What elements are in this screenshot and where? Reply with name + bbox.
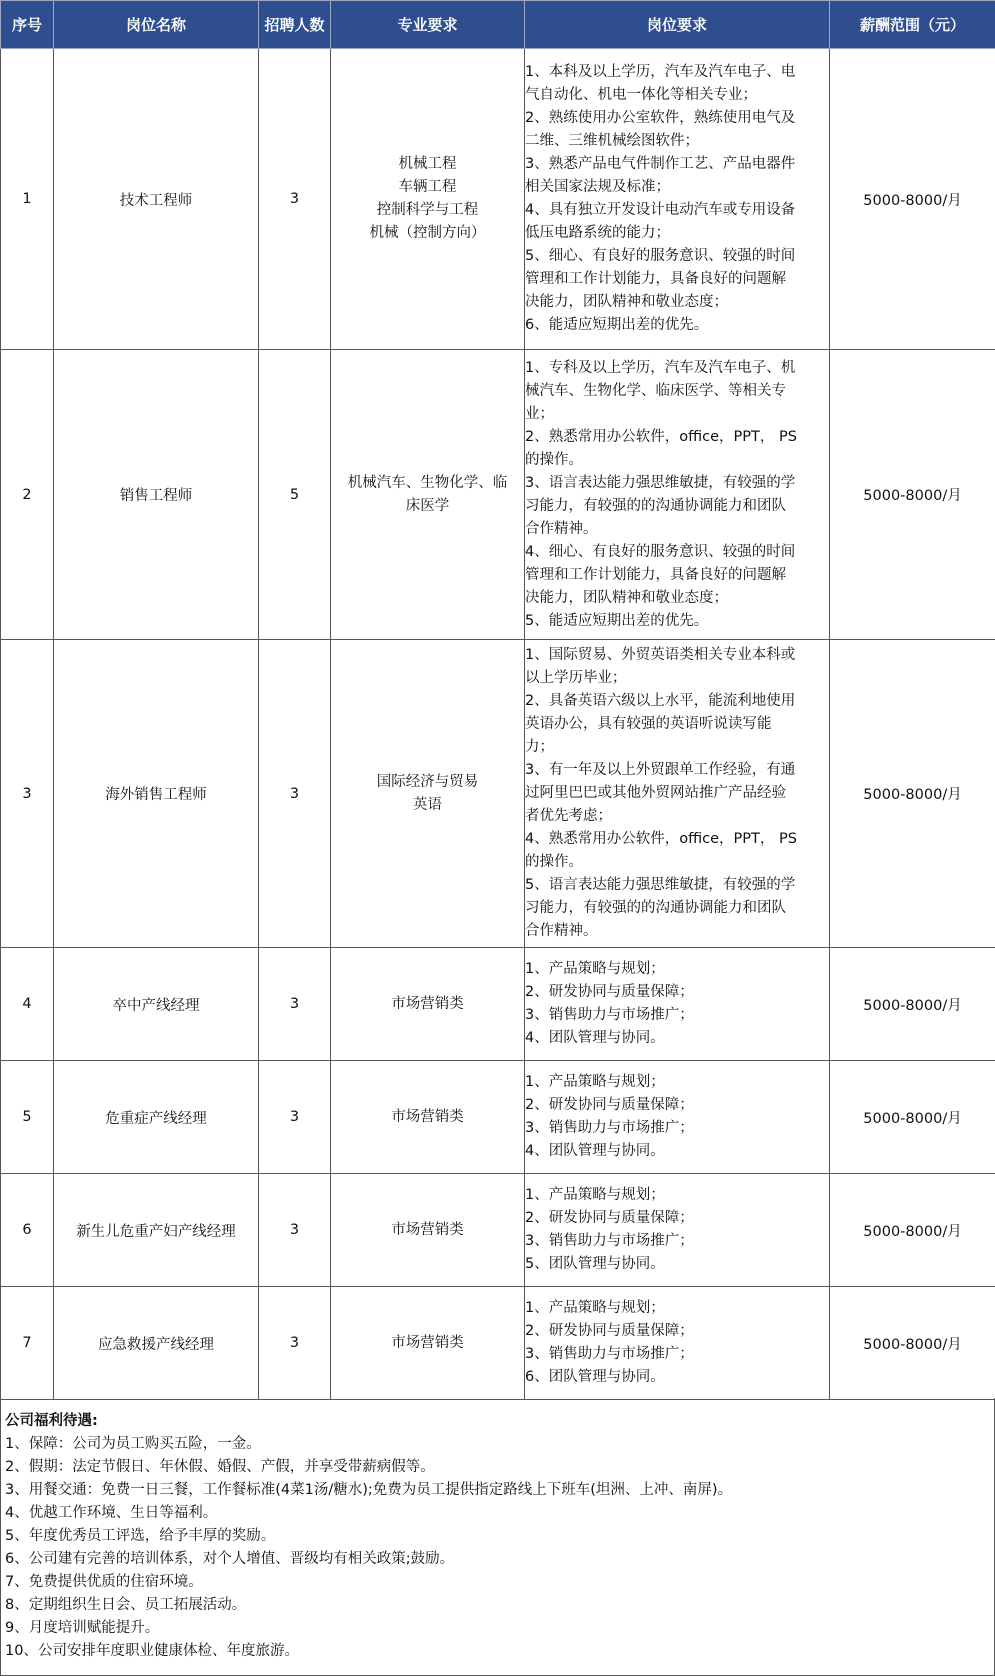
cell-no: 7 [1, 1287, 54, 1400]
cell-position: 技术工程师 [54, 49, 259, 350]
text-line: 2、具备英语六级以上水平，能流利地使用 [525, 693, 796, 709]
text-line: 3、销售助力与市场推广； [525, 1233, 694, 1249]
text-line: 3、熟悉产品电气件制作工艺、产品电器件 [525, 156, 796, 172]
cell-requirements [525, 49, 830, 350]
cell-position: 卒中产线经理 [54, 948, 259, 1061]
text-line: 力； [525, 739, 554, 755]
text-line: 机械（控制方向） [369, 225, 486, 241]
cell-position: 危重症产线经理 [54, 1061, 259, 1174]
text-line: 4、具有独立开发设计电动汽车或专用设备 [525, 202, 796, 218]
cell-position: 海外销售工程师 [54, 640, 259, 948]
header-position: 岗位名称 [54, 1, 259, 49]
benefit-item: 3、用餐交通：免费一日三餐，工作餐标准(4菜1汤/糖水);免费为员工提供指定路线上下班车(坦洲、上冲、南屏)。 [5, 1482, 733, 1498]
text-line: 低压电路系统的能力； [525, 225, 670, 241]
cell-major [331, 49, 525, 350]
cell-salary: 5000-8000/月 [830, 1061, 995, 1174]
text-line: 5、语言表达能力强思维敏捷，有较强的学 [525, 877, 796, 893]
cell-salary: 5000-8000/月 [830, 640, 995, 948]
text-line: 市场营销类 [391, 1221, 464, 1238]
text-line: 决能力，团队精神和敬业态度； [525, 589, 728, 606]
cell-major [331, 350, 525, 640]
text-line: 相关国家法规及标准； [525, 179, 670, 195]
text-line: 3、有一年及以上外贸跟单工作经验，有通 [525, 762, 796, 778]
benefit-item: 4、优越工作环境、生日等福利。 [5, 1505, 218, 1521]
text-line: 1、产品策略与规划； [525, 1187, 665, 1203]
benefit-item: 2、假期：法定节假日、年休假、婚假、产假，并享受带薪病假等。 [5, 1459, 435, 1475]
text-line: 习能力，有较强的的沟通协调能力和团队 [525, 900, 786, 916]
text-line: 4、团队管理与协同。 [525, 1143, 665, 1159]
text-line: 1、产品策略与规划； [525, 1074, 665, 1090]
text-line: 的操作。 [525, 451, 583, 468]
text-line: 5、团队管理与协同。 [525, 1256, 665, 1272]
header-requirements: 岗位要求 [525, 1, 830, 49]
text-line: 1、国际贸易、外贸英语类相关专业本科或 [525, 647, 796, 663]
benefit-item: 8、定期组织生日会、员工拓展活动。 [5, 1597, 247, 1613]
text-line: 机械汽车、生物化学、临 [347, 474, 508, 491]
text-line: 械汽车、生物化学、临床医学、等相关专 [525, 382, 786, 399]
table-header-row [1, 1, 995, 49]
text-line: 3、销售助力与市场推广； [525, 1007, 694, 1023]
benefit-item: 7、免费提供优质的住宿环境。 [5, 1574, 203, 1590]
header-count: 招聘人数 [259, 1, 331, 49]
text-line: 4、细心、有良好的服务意识、较强的时间 [525, 543, 796, 560]
text-line: 合作精神。 [525, 520, 598, 537]
text-line: 5、细心、有良好的服务意识、较强的时间 [525, 248, 796, 264]
cell-position: 新生儿危重产妇产线经理 [54, 1174, 259, 1287]
text-line: 1、本科及以上学历，汽车及汽车电子、电 [525, 64, 796, 80]
text-line: 管理和工作计划能力，具备良好的问题解 [525, 271, 786, 287]
cell-count: 3 [259, 640, 331, 948]
cell-salary: 5000-8000/月 [830, 350, 995, 640]
text-line: 床医学 [405, 497, 450, 514]
table-row [1, 640, 995, 948]
cell-salary: 5000-8000/月 [830, 1174, 995, 1287]
header-major: 专业要求 [331, 1, 525, 49]
text-line: 者优先考虑； [525, 808, 612, 824]
benefit-item: 6、公司建有完善的培训体系，对个人增值、晋级均有相关政策;鼓励。 [5, 1551, 455, 1567]
benefits-title: 公司福利待遇: [5, 1413, 98, 1429]
text-line: 5、能适应短期出差的优先。 [525, 612, 709, 629]
text-line: 3、语言表达能力强思维敏捷，有较强的学 [525, 474, 796, 491]
text-line: 3、销售助力与市场推广； [525, 1346, 694, 1362]
text-line: 车辆工程 [398, 179, 457, 195]
text-line: 机械工程 [398, 156, 457, 172]
text-line: 2、研发协同与质量保障； [525, 1097, 694, 1113]
cell-major [331, 948, 525, 1061]
benefit-item: 10、公司安排年度职业健康体检、年度旅游。 [5, 1643, 299, 1659]
cell-count: 3 [259, 948, 331, 1061]
text-line: 管理和工作计划能力，具备良好的问题解 [525, 566, 786, 583]
text-line: 控制科学与工程 [376, 202, 479, 218]
cell-requirements [525, 640, 830, 948]
cell-no: 4 [1, 948, 54, 1061]
table-row [1, 1061, 995, 1174]
cell-no: 1 [1, 49, 54, 350]
table-row [1, 1287, 995, 1400]
table-row [1, 948, 995, 1061]
text-line: 以上学历毕业； [525, 670, 627, 686]
cell-salary: 5000-8000/月 [830, 948, 995, 1061]
cell-count: 5 [259, 350, 331, 640]
header-no: 序号 [1, 1, 54, 49]
text-line: 1、专科及以上学历，汽车及汽车电子、机 [525, 359, 796, 376]
benefit-item: 9、月度培训赋能提升。 [5, 1620, 160, 1636]
benefit-item: 1、保障：公司为员工购买五险，一金。 [5, 1436, 261, 1452]
text-line: 2、研发协同与质量保障； [525, 1323, 694, 1339]
text-line: 国际经济与贸易 [376, 773, 479, 790]
text-line: 2、研发协同与质量保障； [525, 984, 694, 1000]
cell-major [331, 1174, 525, 1287]
text-line: 2、研发协同与质量保障； [525, 1210, 694, 1226]
text-line: 6、能适应短期出差的优先。 [525, 317, 709, 333]
text-line: 4、熟悉常用办公软件，office，PPT， PS [525, 831, 797, 847]
cell-requirements [525, 948, 830, 1061]
text-line: 2、熟悉常用办公软件，office，PPT， PS [525, 428, 797, 445]
text-line: 合作精神。 [525, 923, 598, 939]
cell-no: 6 [1, 1174, 54, 1287]
job-table-body [1, 49, 995, 1400]
cell-requirements [525, 350, 830, 640]
text-line: 市场营销类 [391, 995, 464, 1012]
table-row [1, 1174, 995, 1287]
text-line: 英语办公，具有较强的英语听说读写能 [525, 716, 772, 732]
cell-no: 3 [1, 640, 54, 948]
text-line: 2、熟练使用办公室软件，熟练使用电气及 [525, 110, 796, 126]
text-line: 市场营销类 [391, 1108, 464, 1125]
text-line: 习能力，有较强的的沟通协调能力和团队 [525, 497, 786, 514]
cell-count: 3 [259, 49, 331, 350]
cell-requirements [525, 1174, 830, 1287]
cell-major [331, 640, 525, 948]
text-line: 6、团队管理与协同。 [525, 1369, 665, 1385]
text-line: 1、产品策略与规划； [525, 961, 665, 977]
text-line: 1、产品策略与规划； [525, 1300, 665, 1316]
cell-major [331, 1287, 525, 1400]
cell-requirements [525, 1287, 830, 1400]
benefit-item: 5、年度优秀员工评选，给予丰厚的奖励。 [5, 1528, 276, 1544]
table-row [1, 350, 995, 640]
text-line: 市场营销类 [391, 1334, 464, 1351]
text-line: 的操作。 [525, 854, 583, 870]
text-line: 二维、三维机械绘图软件； [525, 133, 699, 149]
cell-no: 2 [1, 350, 54, 640]
cell-salary: 5000-8000/月 [830, 49, 995, 350]
text-line: 业； [525, 405, 554, 422]
benefits-section [0, 1398, 995, 1676]
cell-salary: 5000-8000/月 [830, 1287, 995, 1400]
text-line: 4、团队管理与协同。 [525, 1030, 665, 1046]
cell-position: 销售工程师 [54, 350, 259, 640]
text-line: 英语 [413, 796, 442, 813]
cell-count: 3 [259, 1061, 331, 1174]
text-line: 过阿里巴巴或其他外贸网站推广产品经验 [525, 785, 786, 801]
text-line: 气自动化、机电一体化等相关专业； [525, 87, 757, 103]
cell-no: 5 [1, 1061, 54, 1174]
cell-requirements [525, 1061, 830, 1174]
cell-count: 3 [259, 1174, 331, 1287]
cell-position: 应急救援产线经理 [54, 1287, 259, 1400]
table-row [1, 49, 995, 350]
text-line: 3、销售助力与市场推广； [525, 1120, 694, 1136]
text-line: 决能力，团队精神和敬业态度； [525, 294, 728, 310]
cell-count: 3 [259, 1287, 331, 1400]
header-salary: 薪酬范围（元） [830, 1, 995, 49]
benefits-list [5, 1433, 994, 1663]
cell-major [331, 1061, 525, 1174]
